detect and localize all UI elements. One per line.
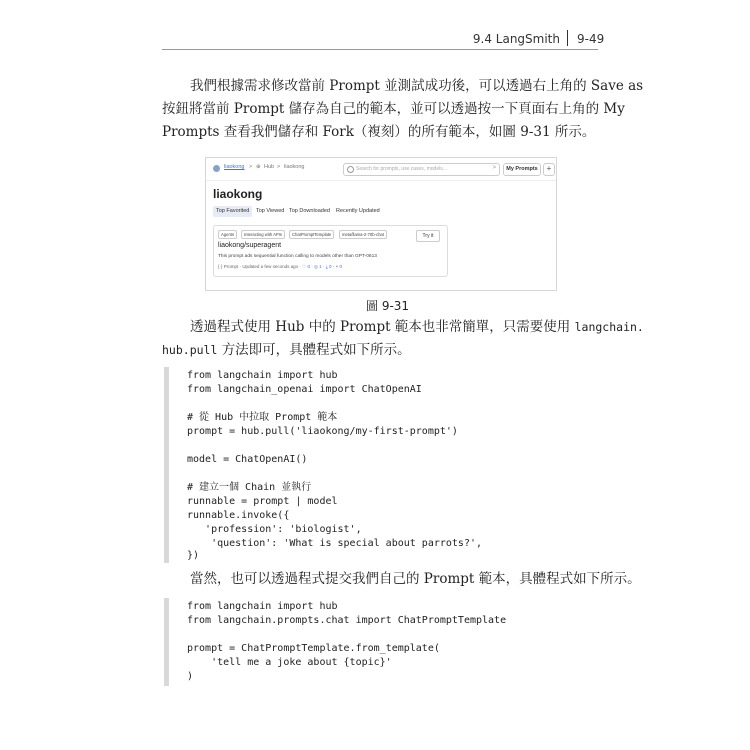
hub-owner-title: liaokong [213, 187, 263, 201]
code-comment: # 從 Hub 中拉取 Prompt 範本 [187, 412, 338, 423]
paragraph-text: 方法即可，具體程式如下所示。 [221, 342, 411, 358]
code-block-hub-pull [164, 367, 605, 563]
try-it-button[interactable]: Try it [416, 230, 440, 242]
breadcrumb-hub[interactable]: Hub [264, 164, 275, 170]
breadcrumb-current: liaokong [284, 164, 305, 170]
tab-recently-updated[interactable]: Recently Updated [336, 208, 380, 214]
search-placeholder: Search for prompts, use cases, models... [356, 166, 447, 172]
code-line: 'question': 'What is special about parrots?', [187, 538, 483, 549]
code-line: model = ChatOpenAI() [187, 454, 308, 465]
prompt-card-description: This prompt ads sequential function calling to models other than GPT-0613 [218, 254, 377, 259]
code-line: ) [187, 671, 194, 682]
figure-caption: 圖 9-31 [366, 299, 410, 313]
inline-code: hub.pull [162, 343, 218, 357]
code-comment: # 建立一個 Chain 並執行 [187, 482, 312, 493]
search-icon [347, 166, 354, 173]
header-rule [162, 49, 598, 50]
tag-chip: Interacting with APIs [241, 230, 285, 239]
paragraph-line: 按鈕將當前 Prompt 儲存為自己的範本，並可以透過按一下頁面右上角的 My [162, 101, 625, 117]
breadcrumb-user[interactable]: liaokong [224, 164, 245, 170]
figure-topbar [206, 158, 556, 181]
user-avatar-icon [213, 165, 220, 172]
code-line: }) [187, 550, 200, 561]
prompt-card-meta [218, 264, 342, 270]
tag-chip: meta/llama-2-70b-chat [339, 230, 387, 239]
paragraph-line [162, 339, 602, 362]
chevron-right-icon: > [492, 165, 496, 171]
prompt-type-icon: {·} [218, 264, 223, 269]
download-icon: ⤓ [325, 264, 328, 269]
paragraph-line: Prompts 查看我們儲存和 Fork（複刻）的所有範本，如圖 9-31 所示。 [162, 124, 596, 140]
hub-usage-paragraph [162, 316, 644, 362]
views-count: 1 [319, 264, 322, 269]
code-line: from langchain import hub [187, 370, 338, 381]
breadcrumb-separator: > [249, 164, 253, 170]
heart-icon: ♡ [302, 264, 307, 269]
submit-paragraph [162, 568, 641, 591]
code-line: prompt = ChatPromptTemplate.from_template( [187, 643, 440, 654]
prompt-card-title[interactable]: liaokong/superagent [218, 242, 282, 249]
code-line: from langchain.prompts.chat import ChatPromptTemplate [187, 615, 507, 626]
code-line: from langchain_openai import ChatOpenAI [187, 384, 422, 395]
add-prompt-button[interactable]: + [543, 163, 555, 176]
eye-icon: ◎ [313, 264, 318, 269]
code-line: runnable.invoke({ [187, 510, 290, 521]
intro-paragraph [162, 75, 644, 144]
paragraph-text: 透過程式使用 Hub 中的 Prompt 範本也非常簡單，只需要使用 [190, 319, 571, 335]
tab-top-downloaded[interactable]: Top Downloaded [289, 208, 330, 214]
code-line: from langchain import hub [187, 601, 338, 612]
dot-separator: · [311, 264, 314, 269]
header-divider [567, 30, 568, 46]
dot-separator: · [239, 264, 243, 269]
paragraph-line: 我們根據需求修改當前 Prompt 並測試成功後，可以透過右上角的 Save as [190, 78, 644, 94]
likes-count: 0 [307, 264, 310, 269]
breadcrumb-separator: > [277, 164, 281, 170]
tab-top-favorited[interactable]: Top Favorited [213, 206, 252, 217]
code-line: 'profession': 'biologist', [187, 524, 362, 535]
inline-code: langchain. [574, 320, 644, 334]
search-input[interactable] [343, 163, 500, 176]
tag-chip: ChatPromptTemplate [289, 230, 334, 239]
prompt-type-label: Prompt [223, 264, 239, 269]
tab-top-viewed[interactable]: Top Viewed [256, 208, 285, 214]
hub-icon: ⊕ [256, 164, 261, 170]
my-prompts-button[interactable]: My Prompts [503, 163, 541, 176]
tag-chip: Agents [218, 230, 237, 239]
code-line: runnable = prompt | model [187, 496, 338, 507]
dot-separator: · [322, 264, 326, 269]
dot-separator: · [299, 264, 303, 269]
figure-screenshot [205, 157, 557, 291]
code-line: 'tell me a joke about {topic}' [187, 657, 392, 668]
header-section-title: 9.4 LangSmith [472, 32, 560, 46]
paragraph-line: 當然，也可以透過程式提交我們自己的 Prompt 範本，具體程式如下所示。 [190, 571, 641, 587]
forks-count: 0 [339, 264, 342, 269]
header-page-number: 9-49 [577, 32, 605, 46]
running-header [0, 0, 750, 60]
prompt-card[interactable] [213, 225, 448, 277]
fork-icon: ⑂ [335, 264, 339, 269]
dot-separator: · [332, 264, 336, 269]
updated-label: Updated a few seconds ago [242, 264, 299, 269]
code-block-submit-prompt [164, 598, 605, 686]
downloads-count: 0 [328, 264, 332, 269]
code-line: prompt = hub.pull('liaokong/my-first-prompt') [187, 426, 458, 437]
paragraph-line [162, 316, 644, 339]
